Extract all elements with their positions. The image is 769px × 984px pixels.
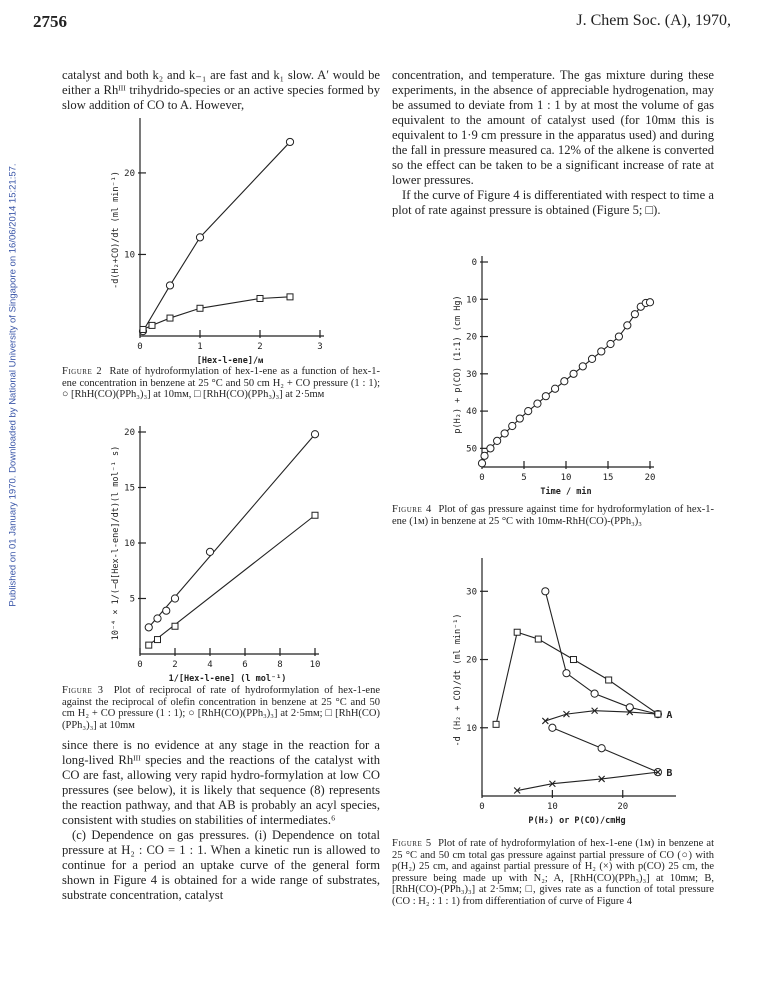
y-axis-label: -d (H₂ + CO)/dt (ml min⁻¹) — [453, 613, 463, 747]
figure-2-caption: Figure 2 Rate of hydroformylation of hex-1-ene as a function of hex-1-ene concentration in benzene at 25 °C and 50 cm H₂ + CO pressure (1 : 1); ○ [RhH(CO)(PPh₃)₃] at 10mᴍ, □ [RhH(CO)(PPh₃)₃] at 2·5mᴍ — [62, 366, 381, 400]
x-axis-label: [Hex-l-ene]/ᴍ — [196, 356, 264, 364]
x-axis-label: Time / min — [540, 487, 592, 497]
y-tick-label: 10 — [124, 250, 135, 261]
data-point — [534, 400, 541, 407]
data-point — [494, 437, 501, 444]
journal-header: J. Chem Soc. (A), 1970, — [576, 12, 731, 29]
y-tick-label: 40 — [466, 407, 477, 418]
data-point — [287, 294, 293, 300]
data-point — [607, 340, 614, 347]
data-point — [646, 299, 653, 306]
x-tick-label: 2 — [257, 342, 263, 352]
data-point — [579, 363, 586, 370]
x-tick-label: 3 — [317, 342, 323, 352]
y-tick-label: 5 — [129, 594, 135, 605]
x-tick-label: 4 — [207, 660, 213, 670]
series-line — [143, 297, 290, 330]
figure-4-chart — [440, 252, 670, 502]
data-point — [516, 415, 523, 422]
page-number: 2756 — [33, 12, 67, 31]
y-tick-label: 15 — [124, 483, 135, 494]
series-line — [545, 711, 658, 721]
data-point — [591, 690, 598, 697]
x-tick-label: 1 — [197, 342, 203, 352]
annotation-label: B — [666, 768, 673, 780]
data-point — [598, 348, 605, 355]
data-point — [588, 355, 595, 362]
x-tick-label: 8 — [277, 660, 283, 670]
data-point — [196, 234, 203, 241]
y-tick-label: 10 — [466, 295, 477, 306]
x-tick-label: 10 — [546, 802, 558, 812]
data-point — [257, 295, 263, 301]
data-point — [154, 615, 161, 622]
data-point — [286, 138, 293, 145]
data-point — [149, 322, 155, 328]
annotation-label: A — [666, 710, 673, 722]
data-point — [542, 588, 549, 595]
y-tick-label: 30 — [466, 369, 477, 380]
y-tick-label: 0 — [471, 258, 477, 268]
right-top-text: concentration, and temperature. The gas mixture during these experiments, in the absence of appreciable hydrogenation, may be assumed to deviate from 1 : 1 by at most the volume of gas equivalent to the amount of catalyst used (for 10mᴍ this is equivalent to 1·9 cm pressure in the apparatus used) and during the fall in pressure measured ca. 12% of the alkene is converted so the effect can be taken to be a significant increase of rate at lower pressures. If the curve of Figure 4 is differentiated with respect to time a plot of rate against pressure is obtained (Figure 5; □). — [392, 68, 714, 217]
data-point — [570, 370, 577, 377]
x-tick-label: 0 — [137, 342, 143, 352]
data-point — [542, 393, 549, 400]
data-point — [493, 721, 499, 727]
figure-4-caption: Figure 4 Plot of gas pressure against time for hydroformylation of hex-1-ene (1ᴍ) in benzene at 25 °C with 10mᴍ-RhH(CO)-(PPh₃)₃ — [392, 504, 714, 527]
data-point — [509, 422, 516, 429]
data-point — [631, 311, 638, 318]
x-tick-label: 0 — [479, 473, 485, 483]
x-axis-label: 1/[Hex-l-ene] (l mol⁻¹) — [168, 674, 287, 682]
y-tick-label: 30 — [466, 587, 477, 598]
data-point — [172, 623, 178, 629]
y-tick-label: 20 — [466, 655, 477, 666]
left-bottom-text: since there is no evidence at any stage in the reaction for a long-lived Rhᴵᴵᴵ species and the reactions of the catalyst with CO are fast, allowing very rapid hydro-formylation at low CO pressures (see below), it is likely that sequence (8) represents the reaction pathway, and that AB is probably an acyl species, consistent with studies on stabilities of intermediates.⁶ (c) Dependence on gas pressures. (i) Dependence on total pressure at H₂ : CO = 1 : 1. When a kinetic run is allowed to continue for a period an uptake curve of the general form shown in Figure 4 is obtained for a wide range of substrates, substrate concentration, catalyst — [62, 738, 380, 902]
data-point — [312, 512, 318, 518]
data-point — [570, 657, 576, 663]
x-tick-label: 2 — [172, 660, 178, 670]
data-point — [197, 305, 203, 311]
figure-5-chart — [440, 548, 690, 838]
x-tick-label: 20 — [644, 473, 656, 483]
series-line — [496, 632, 658, 724]
x-tick-label: 20 — [617, 802, 629, 812]
data-point — [311, 431, 318, 438]
data-point — [624, 322, 631, 329]
data-point — [487, 445, 494, 452]
x-tick-label: 5 — [521, 473, 527, 483]
x-tick-label: 6 — [242, 660, 248, 670]
data-point — [171, 595, 178, 602]
data-point — [501, 430, 508, 437]
left-top-text: catalyst and both k₂ and k₋₁ are fast and k₁ slow. A′ would be either a Rhᴵᴵᴵ trihydrido-species or an active species formed by slow addition of CO to A. However, — [62, 68, 380, 112]
data-point — [206, 548, 213, 555]
y-tick-label: 20 — [124, 168, 135, 179]
y-tick-label: 20 — [466, 332, 477, 343]
x-tick-label: 15 — [602, 473, 614, 483]
y-tick-label: 20 — [124, 428, 135, 438]
data-point — [606, 677, 612, 683]
data-point — [535, 636, 541, 642]
y-axis-label: p(H₂) + p(CO) (1:1) (cm Hg) — [453, 295, 463, 434]
data-point — [166, 282, 173, 289]
x-tick-label: 10 — [560, 473, 572, 483]
data-point — [481, 452, 488, 459]
series-line — [517, 772, 658, 790]
figure-3-caption: Figure 3 Plot of reciprocal of rate of hydroformylation of hex-1-ene against the reciprocal of olefin concentration in benzene at 25 °C and 50 cm H₂ + CO pressure (1 : 1); ○ [RhH(CO)(PPh₃)₃] at 2·5mᴍ; □ [RhH(CO)(PPh₃)₃] at 10mᴍ — [62, 685, 380, 731]
data-point — [163, 607, 170, 614]
x-tick-label: 0 — [479, 802, 485, 812]
data-point — [146, 642, 152, 648]
data-point — [551, 385, 558, 392]
figure-5-caption: Figure 5 Plot of rate of hydroformylation of hex-1-ene (1ᴍ) in benzene at 25 °C and 50 cm total gas pressure against partial pressure of CO (○) with p(H₂) 25 cm, and against partial pressure of H₂ (×) with p(CO) 25 cm, the pressure being made up with N₂; A, [RhH(CO)(PPh₃)₃] at 10mᴍ; B, [RhH(CO)-(PPh₃)₃] at 2·5mᴍ; □, gives rate as a function of total pressure (CO : H₂ : 1 : 1) from differentiation of curve of Figure 4 — [392, 838, 715, 907]
y-tick-label: 50 — [466, 444, 477, 455]
y-axis-label: 10⁻⁴ × 1/(−d[Hex-l-ene]/dt)(l mol⁻¹ s) — [111, 445, 121, 641]
y-axis-label: -d(H₂+CO)/dt (ml min⁻¹) — [111, 171, 121, 289]
data-point — [167, 315, 173, 321]
y-tick-label: 10 — [124, 539, 135, 549]
data-point — [478, 460, 485, 467]
data-point — [145, 624, 152, 631]
data-point — [549, 724, 556, 731]
data-point — [542, 718, 548, 724]
x-tick-label: 10 — [309, 660, 321, 670]
data-point — [561, 378, 568, 385]
data-point — [655, 711, 661, 717]
data-point — [525, 407, 532, 414]
data-point — [598, 745, 605, 752]
data-point — [140, 326, 146, 332]
y-tick-label: 10 — [466, 723, 477, 734]
data-point — [615, 333, 622, 340]
data-point — [563, 670, 570, 677]
download-note: Published on 01 January 1970. Downloaded by National University of Singapore on 16/06/2014 15:21:57. — [7, 163, 19, 607]
figure-2-chart — [95, 114, 335, 364]
series-line — [143, 142, 290, 331]
figure-3-chart — [95, 422, 340, 682]
x-axis-label: P(H₂) or P(CO)/cmHg — [528, 816, 626, 826]
data-point — [155, 637, 161, 643]
data-point — [514, 629, 520, 635]
x-tick-label: 0 — [137, 660, 143, 670]
